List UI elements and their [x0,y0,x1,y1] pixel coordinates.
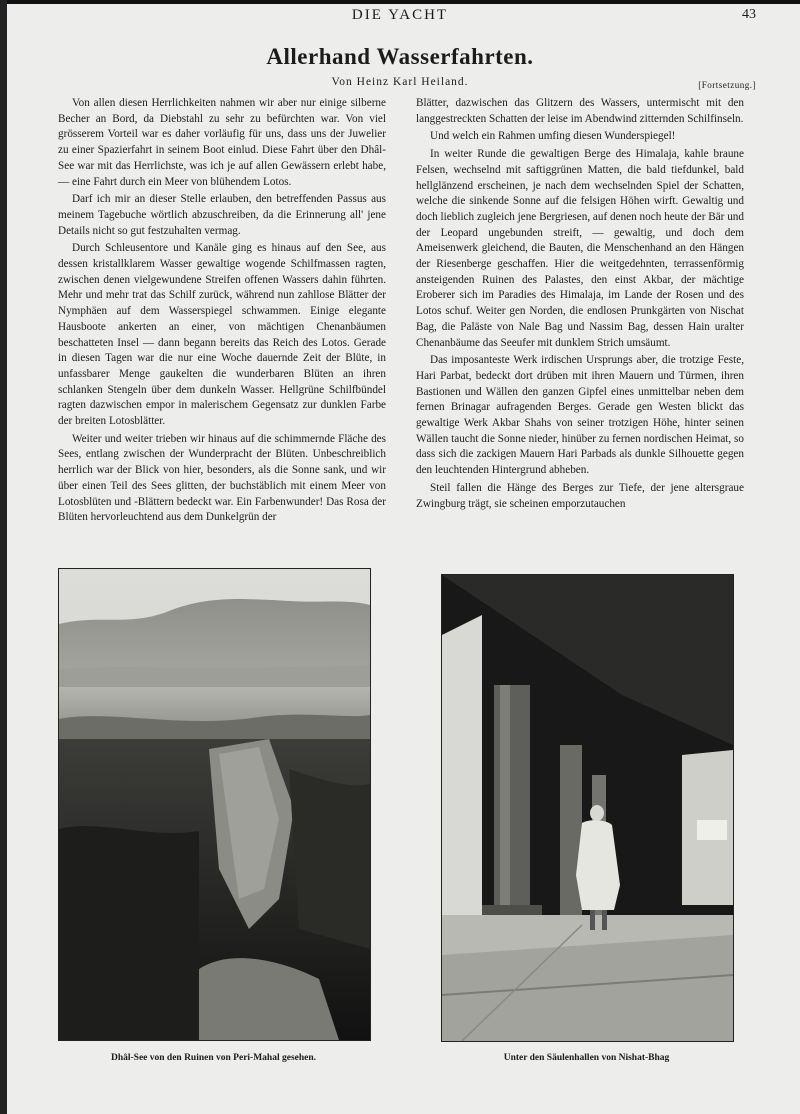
paragraph: In weiter Runde die gewaltigen Berge des Himalaja, kahle braune Felsen, wechselnd mit saftiggrünen Matten, die bald tiefdunkel, bald hellglänzend erscheinen, je nach dem wechselnden Spiel der Schatten, welche die sinkende Sonne auf die felsigen Höhen wirft. Gewaltig und doch lieblich zugleich jene Bergriesen, auf denen noch heute der Bär und der Leopard ungebunden streift, — gewaltig, und doch dem Ameisenwerk gleichend, die Bauten, die Menschenhand an den Hängen der Riesenberge geschaffen. Hier die weitgedehnten, terrassenförmig ansteigenden Ruinen des Palastes, den einst Akbar, der mächtige Eroberer sich im Paradies des Himalaja, im Lande der Rosen und des Lotos schuf. Weiter gen Norden, die endlosen Prunkgärten von Nischat Bag, die Paläste von Nale Bag und Nassim Bag, dessen Hain uralter Chenanbäume das Seeufer mit dunklem Strich umsäumt. [416,148,744,349]
page-binding-edge [0,0,7,1114]
page-number: 43 [742,7,756,22]
paragraph: Weiter und weiter trieben wir hinaus auf die schimmernde Fläche des Sees, entlang zwischen der Wunderpracht der Blüten. Unbeschreiblich herrlich war der Blick von hier, besonders, als die Sonne sank, und wir über einen Teil des Sees glitten, der buchstäblich mit einem Meer von Lotosblüten und -Blättern bedeckt war. Ein Farbenwunder! Das Rosa der Blüten hervorleuchtend aus dem Dunkelgrün der [58,432,386,524]
paragraph: Blätter, dazwischen das Glitzern des Wassers, untermischt mit den langgestreckten Schatten der leise im Abendwind zitternden Schilfinseln. [416,97,744,125]
right-photo-caption: Unter den Säulenhallen von Nishat-Bhag [503,1053,670,1063]
left-photo-caption: Dhâl-See von den Ruinen von Peri-Mahal gesehen. [110,1053,317,1063]
paragraph: Steil fallen die Hänge des Berges zur Tiefe, der jene altersgraue Zwingburg trägt, sie scheinen emporzutauchen [416,481,744,510]
paragraph: Das imposanteste Werk irdischen Ursprungs aber, die trotzige Feste, Hari Parbat, bedeckt dort drüben mit ihren Mauern und Türmen, ihren Bastionen und Wällen den ganzen Gipfel eines unmittelbar neben dem fernen Brinagar aufragenden Berges. Gerade gen Westen blickt das gewaltige Werk Akbar Shahs von seiner trotzigen Höhe, hinter seinen Wällen taucht die Sonne nieder, hinüber zu fernen nordischen Heimat, so dass sich die zackigen Mauern Hari Parbads als dunkle Silhouette gegen den leuchtenden Hintergrund abheben. [416,354,744,477]
magazine-title: DIE YACHT [351,7,449,23]
colonnade-photograph [441,574,734,1042]
left-text-column [58,96,386,526]
continuation-note: [Fortsetzung.] [698,80,756,90]
paragraph: Und welch ein Rahmen umfing diesen Wunderspiegel! [430,130,676,143]
paragraph: Von allen diesen Herrlichkeiten nahmen wir aber nur einige silberne Becher an Bord, da Diebstahl zu sehr zu befürchten war. Von viel grösserem Vorteil war es daher vorläufig für uns, dass uns der Juwelier zu einer Spazierfahrt in seinem Boot einlud. Diese Fahrt über den Dhâl-See war mit das Herrlichste, was ich je auf allen Gewässern erlebt habe, — eine Fahrt durch ein Meer von blühendem Lotos. [58,97,386,188]
paragraph: Durch Schleusentore und Kanäle ging es hinaus auf den See, aus dessen kristallklarem Wasser gewaltige wogende Schilfmassen ragten, zwischen denen vielgewundene Streifen offenen Wassers dahin führten. Mehr und mehr trat das Schilf zurück, während nun zahllose Blätter der Nymphäen auf dem Wasserspiegel schwammen. Einige elegante Hausboote ankerten an einer, von mächtigen Chenanbäumen beschatteten Insel — dann begann bereits das Reich des Lotos. Gerade in diesen Tagen war die nur eine Woche dauernde Zeit der Blüte, in unfassbarer Menge gaukelten die wunderbaren Blüten an ihren schlanken Stengeln über dem dunkeln Wasser. Hellgrüne Schilfbündel ragten dazwischen empor in malerischem Gegensatz zur dunklen Farbe der breiten Lotosblätter. [58,242,386,428]
lake-photograph [58,568,371,1041]
article-title: Allerhand Wasserfahrten. [266,44,534,69]
page-top-edge [0,0,800,4]
article-byline: Von Heinz Karl Heiland. [331,76,469,88]
paragraph: Darf ich mir an dieser Stelle erlauben, den betreffenden Passus aus meinem Tagebuche wörtlich abzuschreiben, da die Erinnerung all' jene Details nicht so gut festzuhalten vermag. [58,193,386,237]
right-text-column [416,96,744,512]
